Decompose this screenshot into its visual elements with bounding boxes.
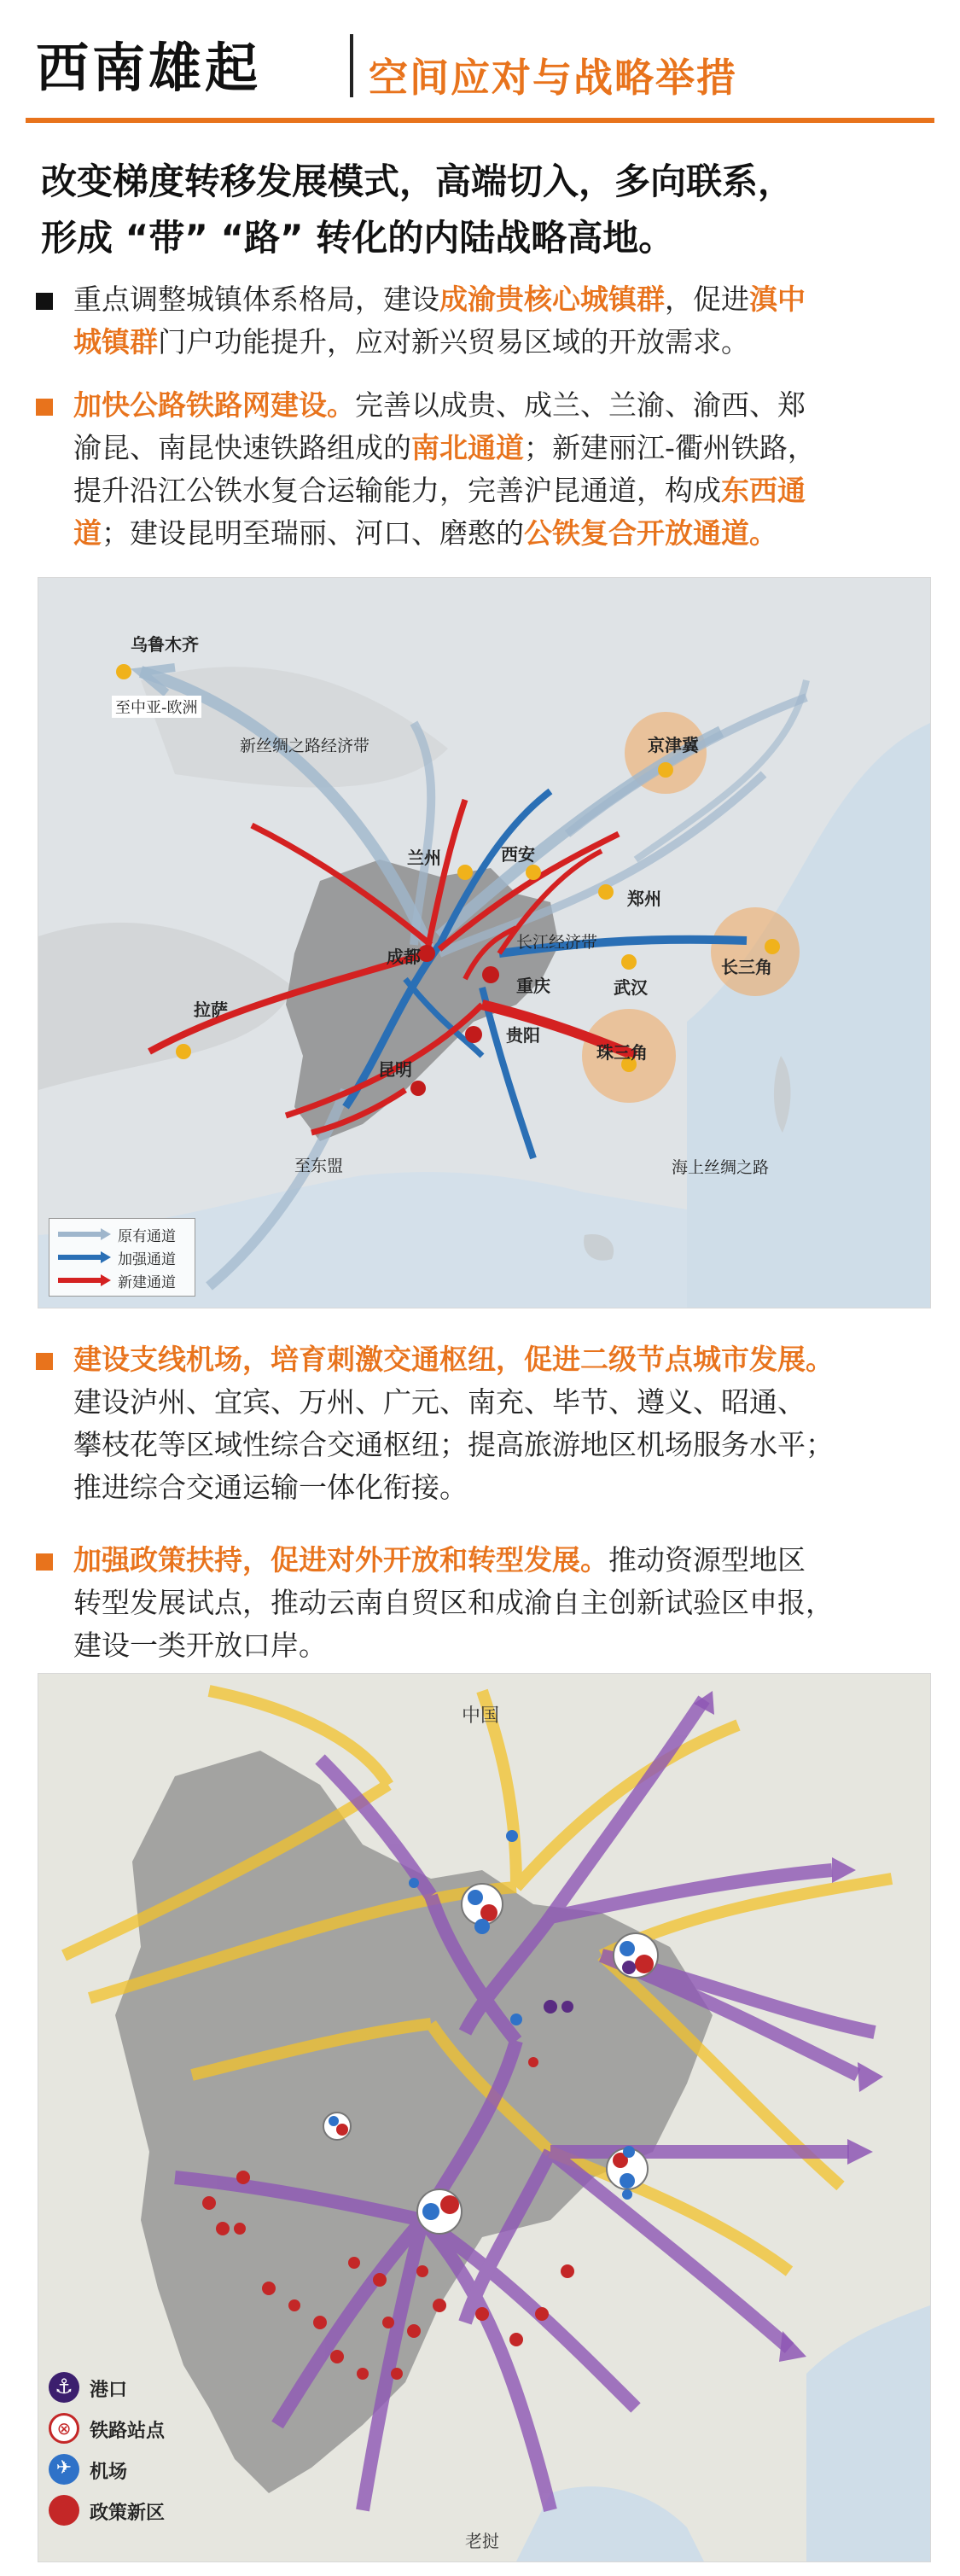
p1-highlight: 滇中 (749, 283, 806, 316)
map1-label-xian: 西安 (501, 844, 535, 865)
p2-highlight: 公铁复合开放通道。 (524, 516, 777, 550)
paragraph-1 (73, 278, 935, 364)
map1-label-zhengzhou: 郑州 (627, 889, 661, 909)
map1-legend-new: 新建通道 (118, 1274, 176, 1291)
bullet-square-icon (36, 1553, 53, 1571)
airport-icon: ✈ (49, 2454, 79, 2485)
policy-area-icon (49, 2495, 79, 2526)
p1-text: ，促进 (665, 283, 749, 316)
title-underline (26, 118, 934, 123)
map1-label-jingjinji: 京津冀 (648, 735, 699, 755)
map1-label-wuhan: 武汉 (614, 977, 648, 998)
p3-text: 攀枝花等区域性综合交通枢纽；提高旅游地区机场服务水平； (73, 1428, 834, 1461)
p2-text: ；建设昆明至瑞丽、河口、磨憨的 (102, 516, 524, 550)
p1-highlight: 成渝贵核心城镇群 (439, 283, 665, 316)
map1-label-chengdu: 成都 (387, 947, 421, 967)
map1-legend-arrows (53, 1219, 113, 1296)
paragraph-4 (73, 1539, 944, 1667)
bullet-square-icon (36, 1353, 53, 1370)
map1-legend (49, 1218, 195, 1297)
map1-label-changsanjiao: 长三角 (721, 957, 772, 977)
port-icon: ⚓ (49, 2372, 79, 2403)
paragraph-3 (73, 1338, 944, 1509)
map1-label-silk-belt: 新丝绸之路经济带 (240, 737, 370, 755)
p1-text: 重点调整城镇体系格局，建设 (73, 283, 439, 316)
policy-map (38, 1673, 931, 2562)
p4-text: 转型发展试点，推动云南自贸区和成渝自主创新试验区申报， (73, 1586, 834, 1619)
page-title: 西南雄起 (36, 37, 262, 99)
p2-text: 完善以成贵、成兰、兰渝、渝西、郑 (355, 388, 806, 422)
map2-legend-port: 港口 (90, 2380, 128, 2401)
paragraph-2 (73, 384, 944, 555)
p4-text: 推动资源型地区 (608, 1543, 806, 1576)
map1-label-lhasa: 拉萨 (194, 1000, 228, 1020)
bullet-square-icon (36, 399, 53, 416)
rail-station-icon: ⊗ (49, 2413, 79, 2444)
map2-legend-airport: 机场 (90, 2462, 128, 2483)
map1-label-maritime: 海上丝绸之路 (672, 1158, 770, 1177)
p1-highlight: 城镇群 (73, 325, 158, 358)
map1-label-yangtze-belt: 长江经济带 (516, 933, 598, 952)
map2-legend-policy: 政策新区 (90, 2503, 166, 2524)
lead-statement (41, 154, 937, 266)
p3-text: 建设泸州、宜宾、万州、广元、南充、毕节、遵义、昭通、 (73, 1385, 806, 1419)
p1-text: 门户功能提升，应对新兴贸易区域的开放需求。 (158, 325, 749, 358)
map1-label-central-asia: 至中亚-欧洲 (112, 696, 201, 718)
p2-text: 渝昆、南昆快速铁路组成的 (73, 431, 411, 464)
map2-label-laos: 老挝 (465, 2531, 499, 2551)
map1-label-chongqing: 重庆 (516, 976, 550, 996)
map1-label-lanzhou: 兰州 (407, 848, 441, 868)
map1-label-urumqi: 乌鲁木齐 (131, 634, 199, 655)
map2-label-china: 中国 (462, 1705, 500, 1727)
map2-legend-rail: 铁路站点 (90, 2421, 166, 2442)
bullet-square-icon (36, 293, 53, 310)
p2-highlight: 加快公路铁路网建设。 (73, 388, 355, 422)
map1-label-guiyang: 贵阳 (506, 1025, 540, 1046)
map1-legend-existing: 原有通道 (118, 1228, 176, 1245)
map2-legend (45, 2365, 190, 2544)
map1-legend-strengthened: 加强通道 (118, 1251, 176, 1268)
p3-highlight: 建设支线机场，培育刺激交通枢纽，促进二级节点城市发展。 (73, 1343, 834, 1376)
title-separator (350, 34, 353, 97)
p4-highlight: 加强政策扶持，促进对外开放和转型发展。 (73, 1543, 608, 1576)
p2-highlight: 南北通道 (411, 431, 524, 464)
page-subtitle: 空间应对与战略举措 (369, 55, 737, 101)
map1-label-kunming: 昆明 (378, 1059, 412, 1080)
p4-text: 建设一类开放口岸。 (73, 1629, 327, 1662)
map1-label-to-asean: 至东盟 (294, 1157, 344, 1175)
p2-highlight: 东西通 (721, 474, 806, 507)
p2-highlight: 道 (73, 516, 102, 550)
p3-text: 推进综合交通运输一体化衔接。 (73, 1471, 468, 1504)
lead-line-2: 形成 “带” “路” 转化的内陆战略高地。 (41, 217, 675, 259)
map1-label-zhusanjiao: 珠三角 (596, 1042, 648, 1063)
lead-line-1: 改变梯度转移发展模式，高端切入，多向联系， (41, 160, 794, 202)
corridor-map (38, 577, 931, 1308)
p2-text: 提升沿江公铁水复合运输能力，完善沪昆通道，构成 (73, 474, 721, 507)
p2-text: ；新建丽江-衢州铁路， (524, 431, 816, 464)
corridor-map-graphic (38, 578, 930, 1308)
